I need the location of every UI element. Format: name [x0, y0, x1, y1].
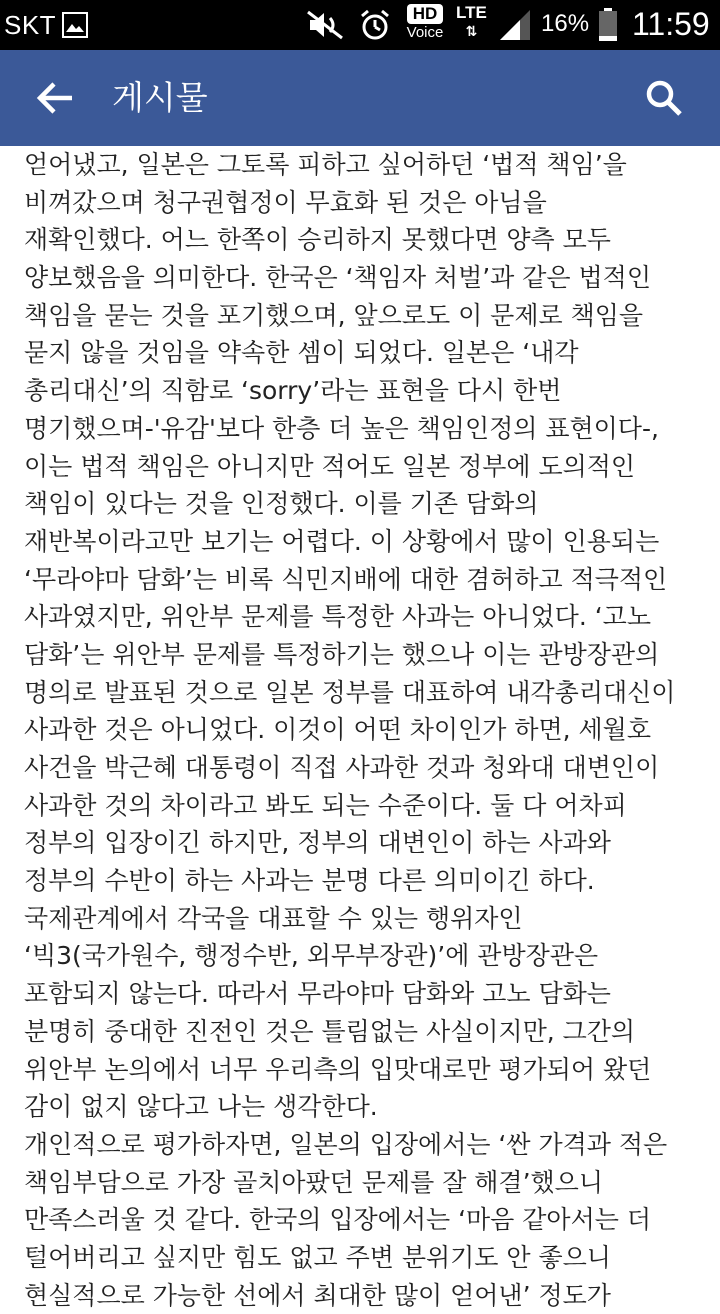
- post-text-line: 정부의 입장이긴 하지만, 정부의 대변인이 하는 사과와: [24, 828, 611, 858]
- post-body: [24, 146, 714, 1310]
- post-text-line: 국제관계에서 각국을 대표할 수 있는 행위자인: [24, 903, 523, 933]
- post-text-line: 포함되지 않는다. 따라서 무라야마 담화와 고노 담화는: [24, 979, 611, 1009]
- clock: 11:59: [632, 6, 710, 42]
- post-text-line: 감이 없지 않다고 나는 생각한다.: [24, 1092, 378, 1122]
- post-text-line: 책임이 있다는 것을 인정했다. 이를 기존 담화의: [24, 489, 539, 519]
- post-text-line: 분명히 중대한 진전인 것은 틀림없는 사실이지만, 그간의: [24, 1016, 636, 1046]
- search-icon: [636, 70, 692, 126]
- post-text-line: ‘무라야마 담화’는 비록 식민지배에 대한 겸허하고 적극적인: [24, 564, 668, 594]
- post-text-line: 사건을 박근혜 대통령이 직접 사과한 것과 청와대 대변인이: [24, 753, 660, 782]
- post-text-line: 양보했음을 의미한다. 한국은 ‘책임자 처벌’과 같은 법적인: [24, 263, 651, 293]
- lte-indicator: LTE ⇅: [456, 3, 487, 39]
- post-text-line: 명기했으며-'유감'보다 한층 더 높은 책임인정의 표현이다-,: [24, 413, 659, 443]
- post-text-line: 얻어냈고, 일본은 그토록 피하고 싶어하던 ‘법적 책임’을: [24, 150, 627, 179]
- post-text-line: 묻지 않을 것임을 약속한 셈이 되었다. 일본은 ‘내각: [24, 338, 579, 368]
- battery-icon: [598, 8, 618, 42]
- post-text-line: 책임부담으로 가장 골치아팠던 문제를 잘 해결’했으니: [24, 1167, 603, 1197]
- post-text-line: 재반복이라고만 보기는 어렵다. 이 상황에서 많이 인용되는: [24, 526, 660, 556]
- app-bar: [0, 50, 720, 146]
- post-text-line: 담화’는 위안부 문제를 특정하기는 했으나 이는 관방장관의: [24, 639, 660, 669]
- alarm-icon: [358, 8, 392, 42]
- post-text-line: 정부의 수반이 하는 사과는 분명 다른 의미이긴 하다.: [24, 866, 595, 896]
- page-title: 게시물: [112, 78, 208, 117]
- gallery-notification-icon: [62, 12, 88, 38]
- back-button[interactable]: [28, 70, 84, 126]
- search-button[interactable]: [636, 70, 692, 126]
- post-text-line: 위안부 논의에서 너무 우리측의 입맛대로만 평가되어 왔던: [24, 1054, 652, 1084]
- post-text-line: 사과한 것은 아니었다. 이것이 어떤 차이인가 하면, 세월호: [24, 715, 651, 745]
- post-text-line: 이는 법적 책임은 아니지만 적어도 일본 정부에 도의적인: [24, 451, 636, 481]
- post-text-line: 재확인했다. 어느 한쪽이 승리하지 못했다면 양측 모두: [24, 225, 611, 255]
- post-text-line: 총리대신’의 직함로 ‘sorry’라는 표현을 다시 한번: [24, 376, 562, 406]
- post-text-line: 책임을 묻는 것을 포기했으며, 앞으로도 이 문제로 책임을: [24, 300, 644, 330]
- post-text-line: 비껴갔으며 청구권협정이 무효화 된 것은 아님을: [24, 187, 547, 217]
- post-text-line: ‘빅3(국가원수, 행정수반, 외무부장관)’에 관방장관은: [24, 941, 599, 971]
- data-arrows-icon: ⇅: [465, 23, 478, 39]
- carrier-label: SKT: [4, 10, 57, 40]
- post-text-line: 털어버리고 싶지만 힘도 없고 주변 분위기도 안 좋으니: [24, 1242, 611, 1272]
- post-text-line: 개인적으로 평가하자면, 일본의 입장에서는 ‘싼 가격과 적은: [24, 1129, 668, 1159]
- status-bar: [0, 0, 720, 50]
- battery-percent: 16%: [541, 10, 590, 37]
- hd-voice-indicator: HD Voice: [406, 4, 444, 41]
- post-text-line: 사과한 것의 차이라고 봐도 되는 수준이다. 둘 다 어차피: [24, 790, 627, 820]
- back-arrow-icon: [28, 70, 84, 126]
- mute-icon: [306, 10, 346, 40]
- signal-strength-icon: [498, 8, 532, 42]
- post-text-line: 만족스러울 것 같다. 한국의 입장에서는 ‘마음 같아서는 더: [24, 1205, 651, 1235]
- post-text-line: 현실적으로 가능한 선에서 최대한 많이 얻어낸’ 정도가: [24, 1280, 611, 1310]
- post-text-line: 명의로 발표된 것으로 일본 정부를 대표하여 내각총리대신이: [24, 677, 676, 707]
- post-text-line: 사과였지만, 위안부 문제를 특정한 사과는 아니었다. ‘고노: [24, 602, 651, 632]
